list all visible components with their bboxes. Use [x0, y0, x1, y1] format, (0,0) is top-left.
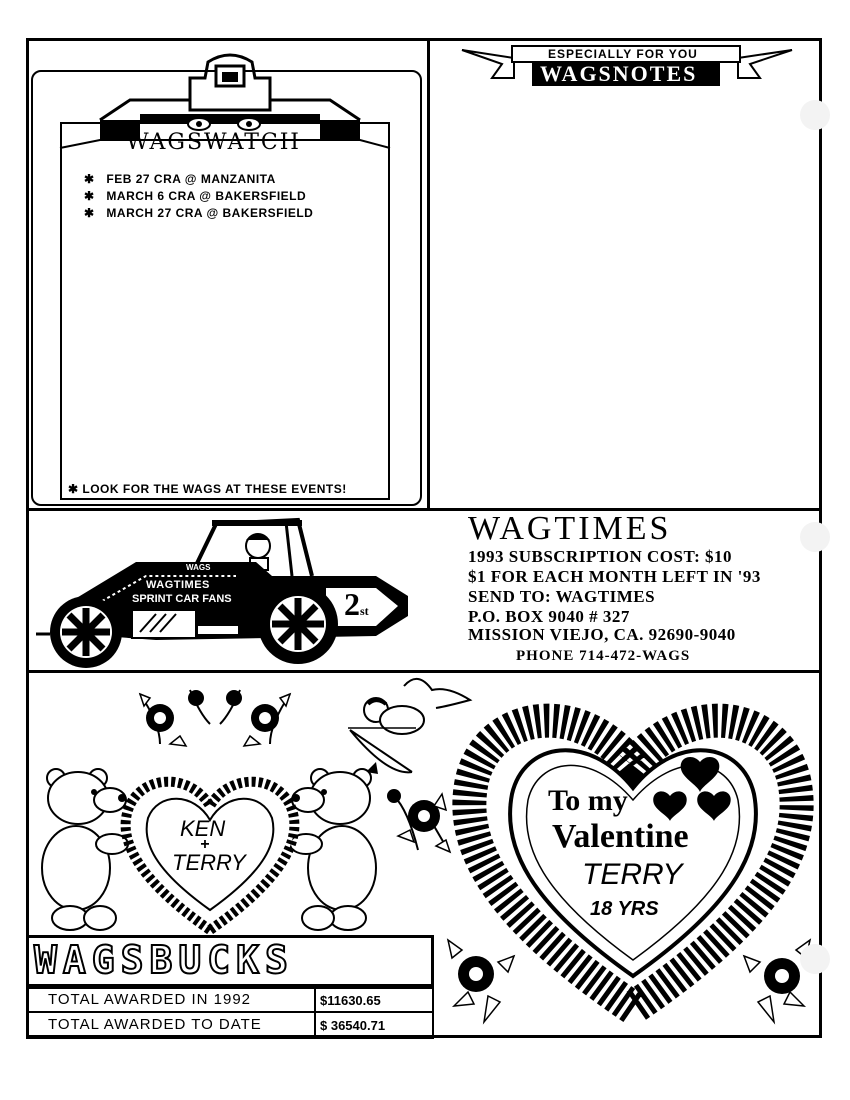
teddy-bear-icon — [30, 768, 130, 934]
wagswatch-title: WAGSWATCH — [126, 130, 301, 155]
wagswatch-footer-note: ✱ LOOK FOR THE WAGS AT THESE EVENTS! — [68, 482, 347, 496]
rose-icon — [444, 936, 524, 1026]
bullet-icon: ✱ — [84, 172, 95, 186]
subscription-line: 1993 SUBSCRIPTION COST: $10 — [468, 547, 732, 566]
event-text: MARCH 27 CRA @ BAKERSFIELD — [106, 206, 314, 220]
event-list-item — [84, 206, 313, 220]
heart-name: TERRY — [172, 850, 246, 875]
wagsbucks-title: WAGSBUCKS — [34, 938, 294, 982]
heart-name: KEN — [180, 816, 226, 841]
event-text: MARCH 6 CRA @ BAKERSFIELD — [106, 189, 307, 203]
award-label: TOTAL AWARDED IN 1992 — [48, 991, 251, 1008]
valentine-years: 18 YRS — [590, 898, 659, 920]
divider-vertical — [427, 38, 430, 510]
divider-middle — [26, 670, 822, 673]
punch-hole — [800, 522, 830, 552]
divider-top — [26, 508, 822, 511]
rose-icon — [378, 780, 458, 860]
banner-title: WAGSNOTES — [540, 61, 698, 86]
valentine-line: To my — [548, 784, 628, 817]
award-value: $11630.65 — [320, 993, 381, 1008]
bullet-icon: ✱ — [84, 189, 95, 203]
award-label: TOTAL AWARDED TO DATE — [48, 1016, 262, 1033]
bullet-icon: ✱ — [84, 206, 95, 220]
punch-hole — [800, 944, 830, 974]
event-text: FEB 27 CRA @ MANZANITA — [106, 172, 276, 186]
punch-hole — [800, 100, 830, 130]
subscription-line: MISSION VIEJO, CA. 92690-9040 — [468, 625, 736, 644]
car-number-digit: 2 — [344, 586, 360, 622]
car-side-label: SPRINT CAR FANS — [132, 593, 232, 605]
car-side-label: WAGTIMES — [146, 579, 210, 591]
teddy-bear-icon — [288, 768, 388, 934]
banner-subtitle: ESPECIALLY FOR YOU — [548, 47, 698, 61]
car-roof-label: WAGS — [186, 563, 211, 572]
rose-icon — [130, 684, 300, 754]
valentine-name: TERRY — [582, 858, 683, 891]
award-value: $ 36540.71 — [320, 1018, 386, 1033]
phone-line: PHONE 714-472-WAGS — [516, 648, 691, 664]
subscription-line: P.O. BOX 9040 # 327 — [468, 607, 630, 626]
heart-plus: + — [200, 836, 210, 853]
subscription-line: SEND TO: WAGTIMES — [468, 587, 656, 606]
car-number-suffix: st — [360, 604, 369, 618]
event-list-item — [84, 189, 306, 203]
subscription-line: $1 FOR EACH MONTH LEFT IN '93 — [468, 567, 761, 586]
wagtimes-title: WAGTIMES — [468, 510, 672, 547]
car-number — [344, 586, 369, 623]
valentine-line: Valentine — [552, 818, 689, 855]
cupid-icon — [348, 676, 474, 776]
event-list-item — [84, 172, 276, 186]
wheel — [50, 596, 122, 668]
